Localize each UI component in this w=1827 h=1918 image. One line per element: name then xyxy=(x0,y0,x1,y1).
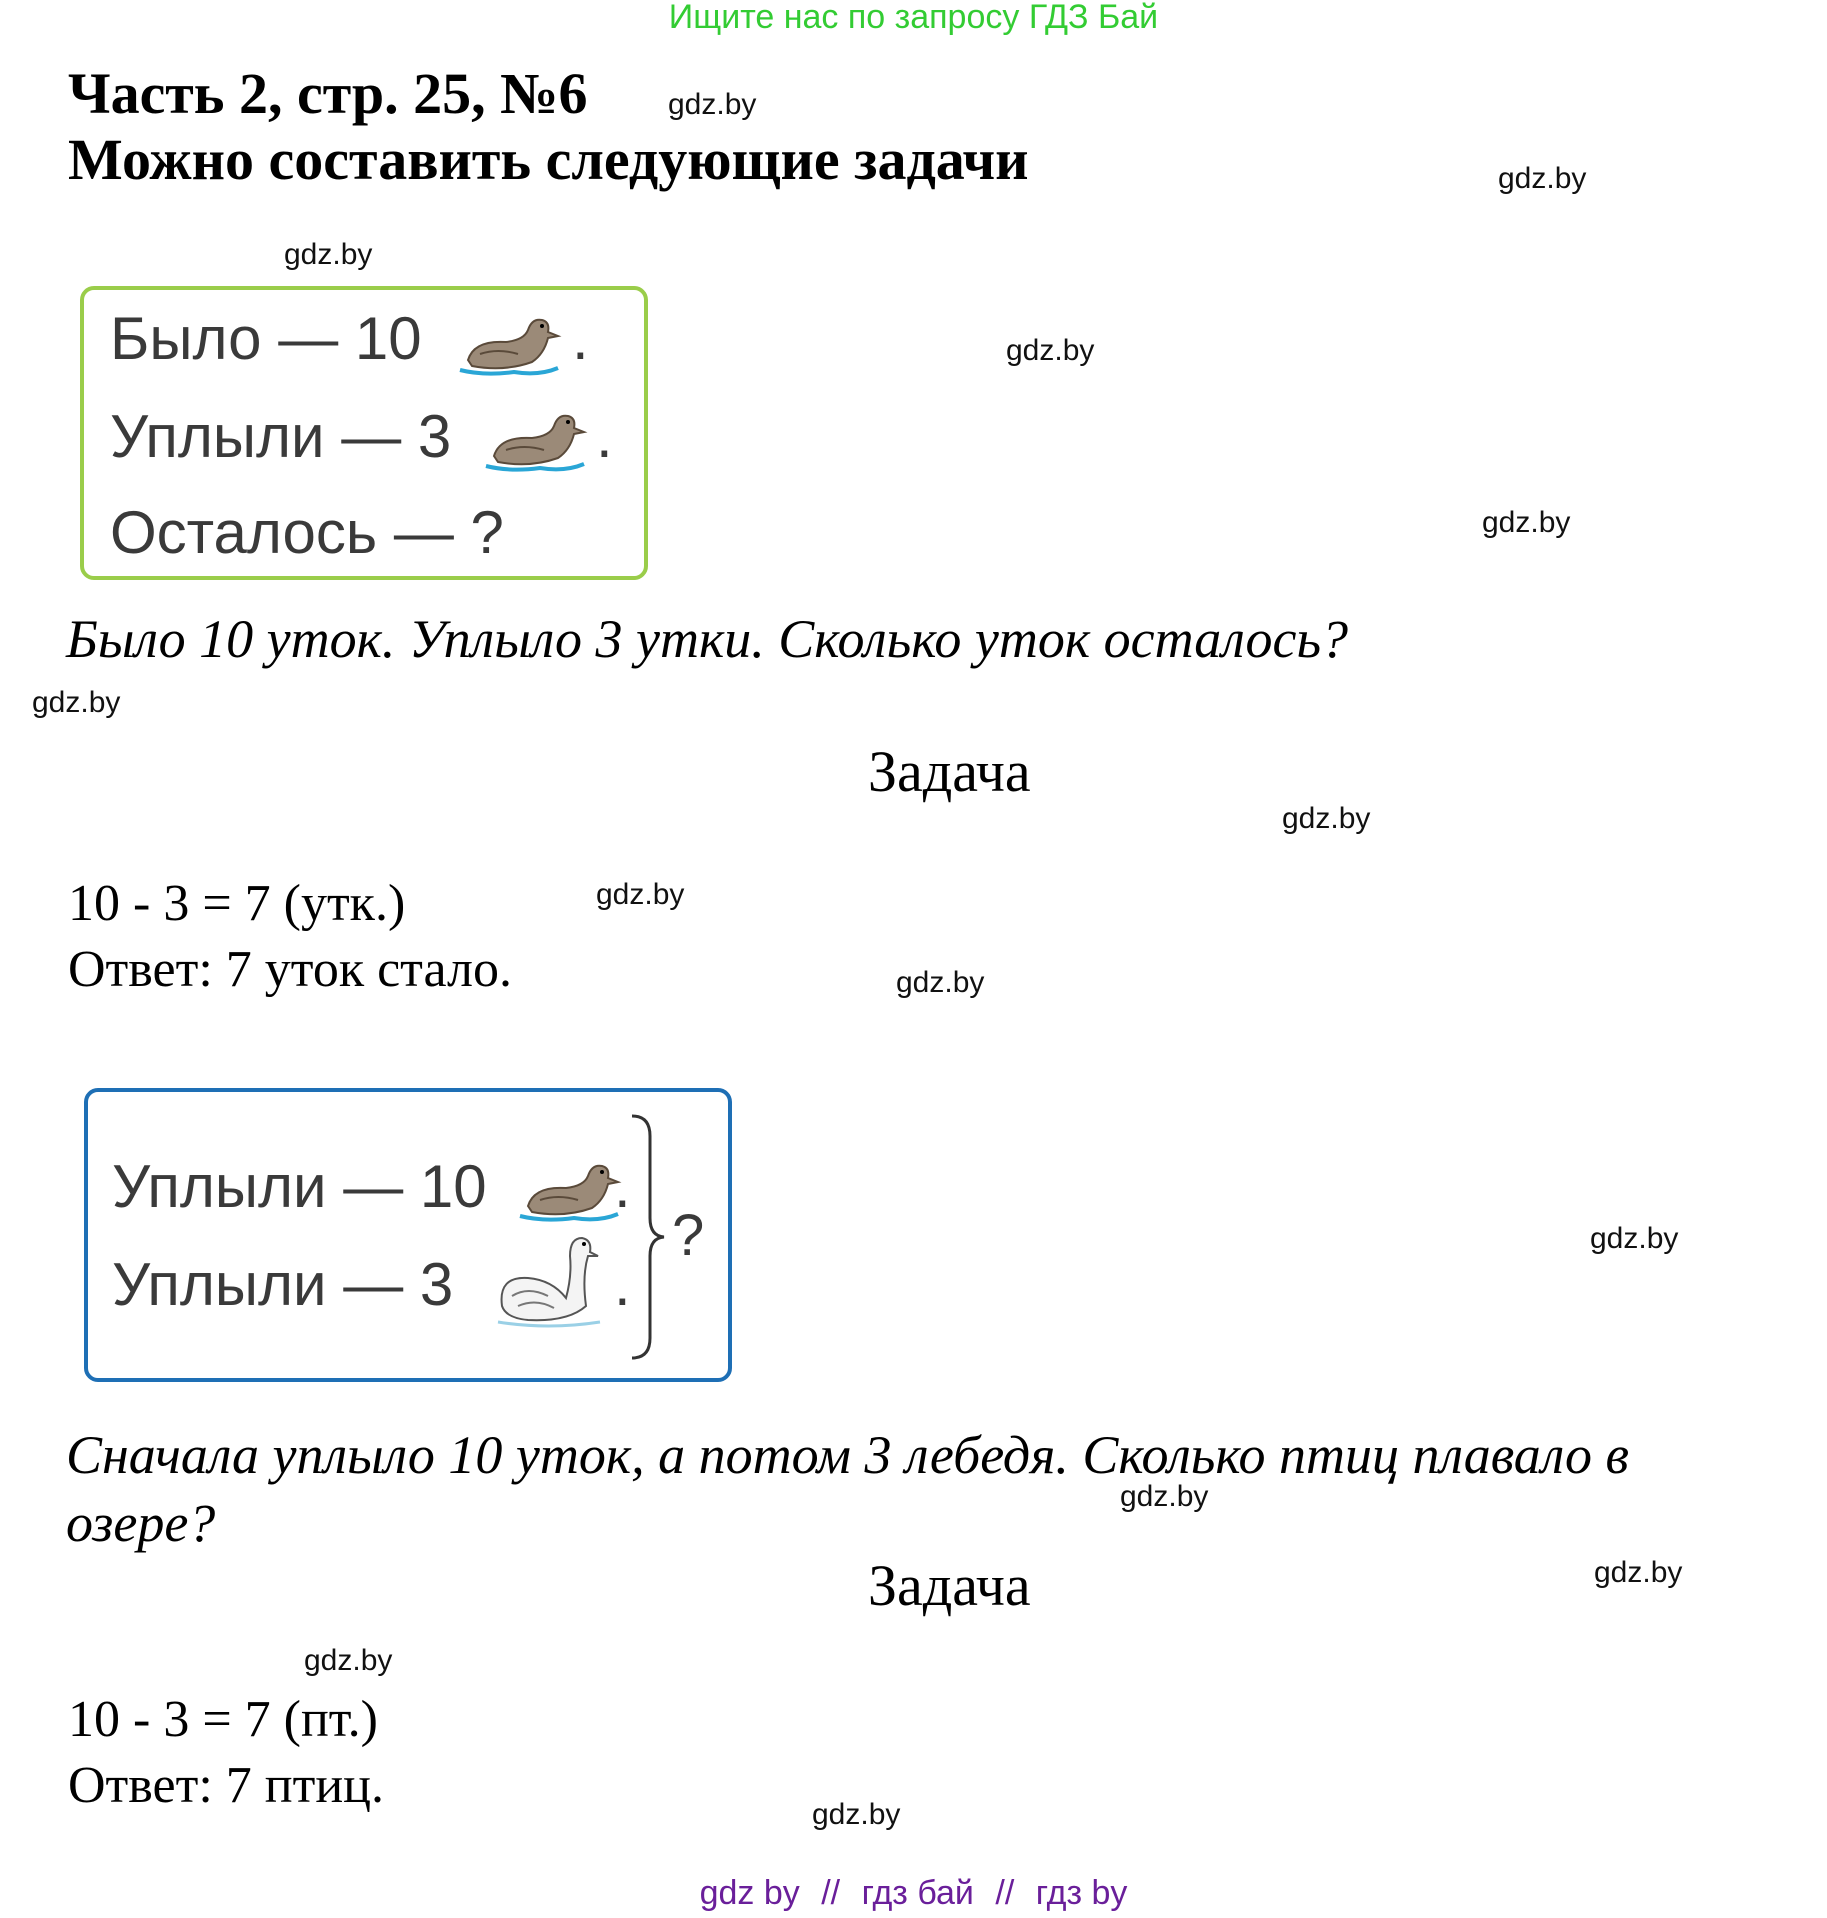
footer-separator: // xyxy=(995,1874,1015,1912)
swan-icon xyxy=(488,1226,608,1336)
top-banner[interactable]: Ищите нас по запросу ГДЗ Бай xyxy=(668,0,1159,36)
task1-text: Было 10 уток. Уплыло 3 утки. Сколько уток осталось? xyxy=(66,609,1349,669)
watermark: gdz.by xyxy=(896,966,985,999)
duck-icon xyxy=(514,1156,624,1228)
box2-question: ? xyxy=(672,1203,705,1268)
duck-icon xyxy=(454,310,564,382)
problem-box-ducks xyxy=(80,286,648,580)
box1-line-left: Осталось — ? xyxy=(110,499,504,566)
zadacha-label-2: Задача xyxy=(868,1553,1031,1618)
box1-dot: . xyxy=(572,305,589,372)
solution2-answer: Ответ: 7 птиц. xyxy=(68,1757,384,1814)
task2-text-line1: Сначала уплыло 10 уток, а потом 3 лебедя. Сколько птиц плавало в xyxy=(66,1425,1629,1485)
footer-link-gdz-by[interactable]: gdz by xyxy=(699,1874,800,1912)
watermark: gdz.by xyxy=(596,878,685,911)
zadacha-label-1: Задача xyxy=(868,739,1031,804)
footer-separator: // xyxy=(821,1874,841,1912)
watermark: gdz.by xyxy=(284,238,373,271)
watermark: gdz.by xyxy=(1498,162,1587,195)
watermark: gdz.by xyxy=(1120,1480,1209,1513)
task2-text-line2: озере? xyxy=(66,1493,216,1553)
watermark: gdz.by xyxy=(1282,802,1371,835)
title-subtitle: Можно составить следующие задачи xyxy=(68,127,1029,192)
watermark: gdz.by xyxy=(304,1644,393,1677)
footer-link-gdz-by-2[interactable]: гдз by xyxy=(1035,1874,1128,1912)
solution2-equation: 10 - 3 = 7 (пт.) xyxy=(68,1691,378,1748)
solution1-answer: Ответ: 7 уток стало. xyxy=(68,941,513,998)
watermark: gdz.by xyxy=(1590,1222,1679,1255)
footer-links xyxy=(0,1874,1827,1913)
title-part: Часть 2, стр. 25, №6 xyxy=(68,61,588,126)
box2-dot: . xyxy=(614,1251,631,1318)
duck-icon xyxy=(480,406,590,478)
solution1-equation: 10 - 3 = 7 (утк.) xyxy=(68,875,406,932)
box2-line-ducks: Уплыли — 10 xyxy=(112,1153,487,1220)
footer-link-gdz-bai[interactable]: гдз бай xyxy=(861,1874,974,1912)
box1-dot: . xyxy=(596,403,613,470)
watermark: gdz.by xyxy=(812,1798,901,1831)
watermark: gdz.by xyxy=(1594,1556,1683,1589)
problem-box-birds xyxy=(84,1088,732,1382)
box2-line-swans: Уплыли — 3 xyxy=(112,1251,454,1318)
box2-dot: . xyxy=(614,1153,631,1220)
watermark: gdz.by xyxy=(32,686,121,719)
box1-line-swam: Уплыли — 3 xyxy=(110,403,452,470)
box1-line-was: Было — 10 xyxy=(110,305,422,372)
curly-brace xyxy=(628,1112,668,1362)
watermark: gdz.by xyxy=(1006,334,1095,367)
watermark: gdz.by xyxy=(1482,506,1571,539)
watermark: gdz.by xyxy=(668,88,757,121)
